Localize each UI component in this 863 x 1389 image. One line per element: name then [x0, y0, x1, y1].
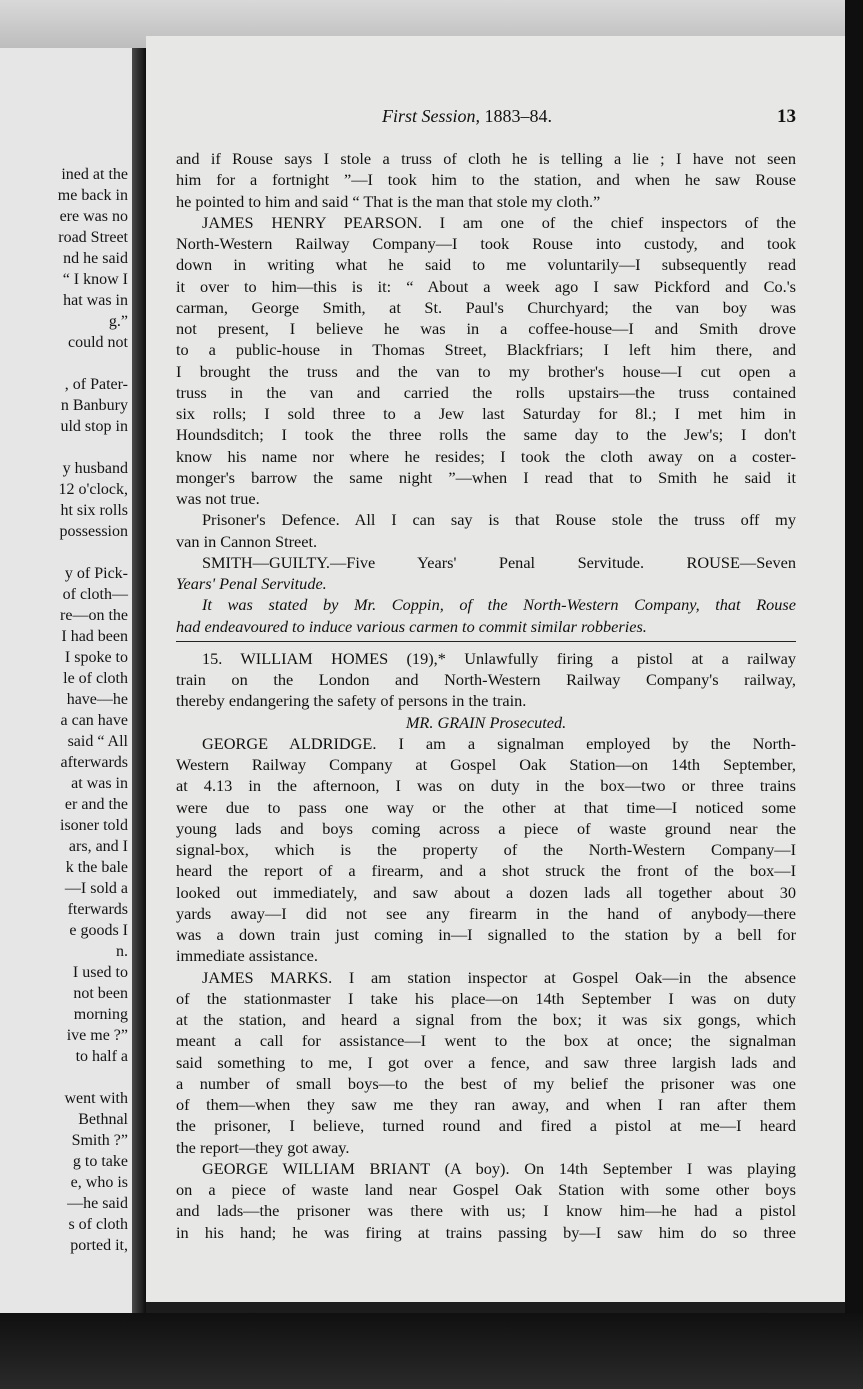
left-page-line: I had been	[61, 628, 128, 645]
text-line: on a piece of waste land near Gospel Oak Station with some other boys	[176, 1180, 796, 1199]
left-page-line: g to take	[72, 1153, 128, 1170]
left-page-line: n.	[116, 943, 128, 960]
left-page-line: 12 o'clock,	[58, 481, 128, 498]
left-page-line: er and the	[64, 796, 128, 813]
right-dark-edge	[845, 0, 863, 1389]
left-page-line: nd he said	[63, 250, 128, 267]
text-line: young lads and boys coming across a piece of waste ground near the	[176, 818, 796, 838]
body-text	[176, 148, 796, 1243]
left-page-line: e, who is	[70, 1174, 128, 1191]
left-page-line: y of Pick-	[64, 565, 128, 582]
session-label: First Session,	[382, 106, 481, 126]
text-line: Western Railway Company at Gospel Oak Station—on 14th September,	[176, 755, 796, 774]
left-page-line: of cloth—	[62, 586, 128, 603]
text-line: and lads—the prisoner was there with us; I know him—he had a pistol	[176, 1201, 796, 1221]
left-page-line: a can have	[60, 712, 128, 729]
text-line: It was stated by Mr. Coppin, of the North-Western Company, that Rouse	[202, 595, 796, 615]
text-line: yards away—I did not see any firearm in the hand of anybody—there	[176, 903, 796, 923]
left-page-text	[0, 164, 128, 1256]
left-page-line: y husband	[62, 460, 128, 477]
text-line: it over to him—this is it: “ About a week ago I saw Pickford and Co.'s	[176, 276, 796, 296]
text-line: to a public-house in Thomas Street, Blackfriars; I left him there, and	[176, 340, 796, 360]
left-page-line: ive me ?”	[66, 1027, 128, 1044]
text-line: in his hand; he was firing at trains passing by—I saw him do so three	[176, 1222, 796, 1242]
left-page-line	[0, 542, 128, 563]
main-page	[146, 36, 848, 1302]
left-page-line: hat was in	[63, 292, 128, 309]
left-page-line: uld stop in	[60, 418, 128, 435]
left-page-line: afterwards	[60, 754, 128, 771]
text-line: looked out immediately, and saw about a dozen lads all together about 30	[176, 882, 796, 902]
left-page-line: le of cloth	[63, 670, 128, 687]
text-line: 15. WILLIAM HOMES (19),* Unlawfully firing a pistol at a railway	[202, 648, 796, 668]
text-line: signal-box, which is the property of the North-Western Company—I	[176, 840, 796, 859]
left-page-line: —I sold a	[64, 880, 128, 897]
left-page-line: not been	[73, 985, 128, 1002]
text-line: know his name nor where he resides; I took the cloth away on a coster-	[176, 446, 796, 466]
text-line: van in Cannon Street.	[176, 531, 318, 551]
left-page-line: isoner told	[60, 817, 128, 834]
left-page-line	[0, 353, 128, 374]
text-line: of them—when they saw me they ran away, and when I ran after them	[176, 1095, 796, 1114]
text-line: monger's barrow the same night ”—when I read that to Smith he said it	[176, 467, 796, 487]
text-line: heard the report of a firearm, and a shot struck the front of the box—I	[176, 861, 796, 881]
text-line: had endeavoured to induce various carmen to commit similar robberies.	[176, 616, 647, 636]
text-line: were due to pass one way or the other at that time—I noticed some	[176, 797, 796, 817]
text-line: carman, George Smith, at St. Paul's Churchyard; the van boy was	[176, 297, 796, 317]
left-page-line: I spoke to	[64, 649, 128, 666]
text-line: the report—they got away.	[176, 1137, 350, 1157]
text-line: immediate assistance.	[176, 946, 318, 966]
text-line: meant a call for assistance—I went to the box at once; the signalman	[176, 1031, 796, 1051]
text-line: a number of small boys—to the best of my belief the prisoner was one	[176, 1073, 796, 1093]
left-page-line: I used to	[72, 964, 128, 981]
text-line: truss in the van and carried the rolls upstairs—the truss contained	[176, 382, 796, 402]
left-page-line: have—he	[66, 691, 128, 708]
left-page-line: Bethnal	[78, 1111, 128, 1128]
left-page-line: to half a	[75, 1048, 128, 1065]
session-title	[382, 106, 552, 127]
running-header	[146, 106, 848, 128]
left-page-line: Smith ?”	[71, 1132, 128, 1149]
left-page-line: ere was no	[59, 208, 128, 225]
text-line: down in writing what he said to me voluntarily—I subsequently read	[176, 255, 796, 275]
left-page-line	[0, 437, 128, 458]
left-page-line: k the bale	[65, 859, 128, 876]
text-line: I brought the truss and the van to my brother's house—I cut open a	[176, 361, 796, 381]
text-line: train on the London and North-Western Railway Company's railway,	[176, 670, 796, 689]
left-page-line: e goods I	[69, 922, 128, 939]
text-line: North-Western Railway Company—I took Rouse into custody, and took	[176, 234, 796, 253]
left-page-line: ars, and I	[68, 838, 128, 855]
left-page-line: ht six rolls	[60, 502, 128, 519]
text-line: Houndsditch; I took the three rolls the same day to the Jew's; I don't	[176, 425, 796, 445]
left-page-line: g.”	[108, 313, 128, 330]
text-line: SMITH—GUILTY.—Five Years' Penal Servitude. ROUSE—Seven	[202, 552, 796, 572]
text-line: said something to me, I got over a fence, and saw three largish lads and	[176, 1052, 796, 1072]
book-gutter	[132, 48, 146, 1313]
left-page-line: went with	[64, 1090, 128, 1107]
left-page-line: road Street	[58, 229, 128, 246]
left-page-line: me back in	[57, 187, 128, 204]
text-line: GEORGE WILLIAM BRIANT (A boy). On 14th September I was playing	[202, 1158, 796, 1178]
text-line: was not true.	[176, 489, 260, 508]
page-number: 13	[777, 106, 796, 127]
text-line: was a down train just coming in—I signalled to the station by a bell for	[176, 925, 796, 944]
left-page-line: —he said	[67, 1195, 128, 1212]
left-page-line: “ I know I	[62, 271, 128, 288]
left-page-line: possession	[59, 523, 128, 540]
text-line: and if Rouse says I stole a truss of cloth he is telling a lie ; I have not seen	[176, 149, 796, 168]
text-line: JAMES MARKS. I am station inspector at Gospel Oak—in the absence	[202, 967, 796, 987]
text-line: not present, I believe he was in a coffee-house—I and Smith drove	[176, 319, 796, 338]
text-line: Years' Penal Servitude.	[176, 574, 327, 593]
section-rule	[176, 641, 796, 642]
left-page-line: ined at the	[61, 166, 128, 183]
text-line: him for a fortnight ”—I took him to the station, and when he saw Rouse	[176, 170, 796, 190]
text-line: thereby endangering the safety of persons in the train.	[176, 691, 527, 711]
left-page-fragment	[0, 48, 132, 1313]
left-page-line: at was in	[71, 775, 128, 792]
text-line: the prisoner, I believe, turned round and fired a pistol at me—I heard	[176, 1116, 796, 1136]
left-page-line: morning	[73, 1006, 128, 1023]
left-page-line: , of Pater-	[64, 376, 128, 393]
text-line: he pointed to him and said “ That is the man that stole my cloth.”	[176, 191, 601, 211]
text-line: GEORGE ALDRIDGE. I am a signalman employed by the North-	[202, 733, 796, 753]
left-page-line: fterwards	[67, 901, 128, 918]
text-line: Prisoner's Defence. All I can say is that Rouse stole the truss off my	[202, 510, 796, 530]
text-line: MR. GRAIN Prosecuted.	[405, 712, 567, 732]
bottom-dark-band	[0, 1313, 863, 1389]
left-page-line: n Banbury	[60, 397, 128, 414]
text-line: of the stationmaster I take his place—on 14th September I was on duty	[176, 988, 796, 1008]
left-page-line: s of cloth	[68, 1216, 128, 1233]
text-line: six rolls; I sold three to a Jew last Saturday for 8l.; I met him in	[176, 404, 796, 423]
left-page-line: said “ All	[67, 733, 128, 750]
left-page-line: could not	[68, 334, 128, 351]
left-page-line: ported it,	[70, 1237, 128, 1254]
text-line: at the station, and heard a signal from the box; it was six gongs, which	[176, 1010, 796, 1029]
text-line: at 4.13 in the afternoon, I was on duty in the box—two or three trains	[176, 776, 796, 796]
left-page-line	[0, 1067, 128, 1088]
left-page-line: re—on the	[60, 607, 128, 624]
session-years: 1883–84.	[484, 106, 553, 126]
text-line: JAMES HENRY PEARSON. I am one of the chief inspectors of the	[202, 212, 796, 232]
